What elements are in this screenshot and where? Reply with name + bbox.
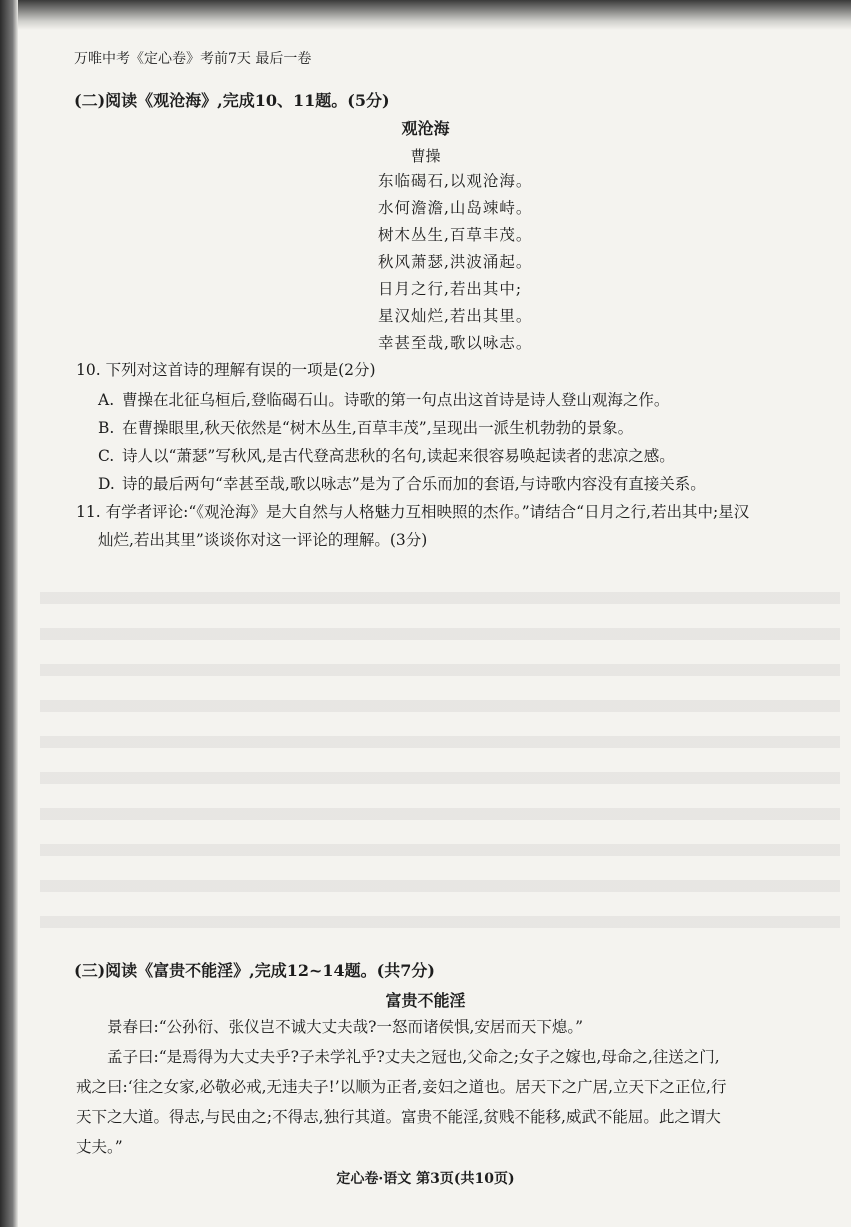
- poem-body: [378, 168, 532, 357]
- poem-line: 幸甚至哉,歌以咏志。: [378, 334, 533, 352]
- classic-text: [76, 1012, 836, 1162]
- poem-line: 秋风萧瑟,洪波涌起。: [378, 253, 533, 271]
- question-11-line1: 有学者评论:“《观沧海》是大自然与人格魅力互相映照的杰作。”请结合“日月之行,若出其中;星汉: [105, 503, 750, 521]
- page-header: 万唯中考《定心卷》考前7天 最后一卷: [74, 51, 312, 67]
- scan-shadow-top: [0, 0, 851, 30]
- section3-heading: (三)阅读《富贵不能淫》,完成12~14题。(共7分): [74, 961, 435, 980]
- scan-shadow-left: [0, 0, 18, 1227]
- bleed-through-area: [40, 568, 840, 928]
- classic-title: 富贵不能淫: [385, 991, 466, 1010]
- question-number: 10.: [76, 361, 101, 379]
- section2-heading: (二)阅读《观沧海》,完成10、11题。(5分): [74, 91, 390, 110]
- page-footer: 定心卷·语文 第3页(共10页): [336, 1171, 515, 1187]
- classic-paragraph-2-line1: 孟子曰:“是焉得为大丈夫乎?子未学礼乎?丈夫之冠也,父命之;女子之嫁也,母命之,往送之门,: [107, 1048, 720, 1066]
- classic-paragraph-2-line4: 丈夫。”: [76, 1138, 123, 1156]
- question-10: [76, 356, 376, 384]
- question-10-options: [98, 386, 706, 498]
- classic-paragraph-1: 景春曰:“公孙衍、张仪岂不诚大丈夫哉?一怒而诸侯惧,安居而天下熄。”: [107, 1018, 584, 1036]
- question-11: [76, 498, 846, 554]
- poem-line: 星汉灿烂,若出其里。: [378, 307, 533, 325]
- poem-author: 曹操: [410, 147, 441, 165]
- classic-paragraph-2-line2: 戒之曰:‘往之女家,必敬必戒,无违夫子!’以顺为正者,妾妇之道也。居天下之广居,立天下之正位,行: [76, 1078, 727, 1096]
- option-b: B. 在曹操眼里,秋天依然是“树木丛生,百草丰茂”,呈现出一派生机勃勃的景象。: [98, 419, 634, 437]
- poem-line: 东临碣石,以观沧海。: [378, 172, 533, 190]
- option-c: C. 诗人以“萧瑟”写秋风,是古代登高悲秋的名句,读起来很容易唤起读者的悲凉之感。: [98, 447, 675, 465]
- question-number: 11.: [76, 503, 101, 521]
- poem-title: 观沧海: [401, 119, 450, 138]
- poem-line: 水何澹澹,山岛竦峙。: [378, 199, 533, 217]
- option-a: A. 曹操在北征乌桓后,登临碣石山。诗歌的第一句点出这首诗是诗人登山观海之作。: [98, 391, 670, 409]
- option-d: D. 诗的最后两句“幸甚至哉,歌以咏志”是为了合乐而加的套语,与诗歌内容没有直接关系。: [98, 475, 706, 493]
- classic-paragraph-2-line3: 天下之大道。得志,与民由之;不得志,独行其道。富贵不能淫,贫贱不能移,威武不能屈。此之谓大: [76, 1108, 721, 1126]
- question-stem: 下列对这首诗的理解有误的一项是(2分): [105, 361, 376, 379]
- poem-line: 树木丛生,百草丰茂。: [378, 226, 533, 244]
- poem-line: 日月之行,若出其中;: [378, 280, 523, 298]
- question-11-line2: 灿烂,若出其里”谈谈你对这一评论的理解。(3分): [98, 531, 428, 549]
